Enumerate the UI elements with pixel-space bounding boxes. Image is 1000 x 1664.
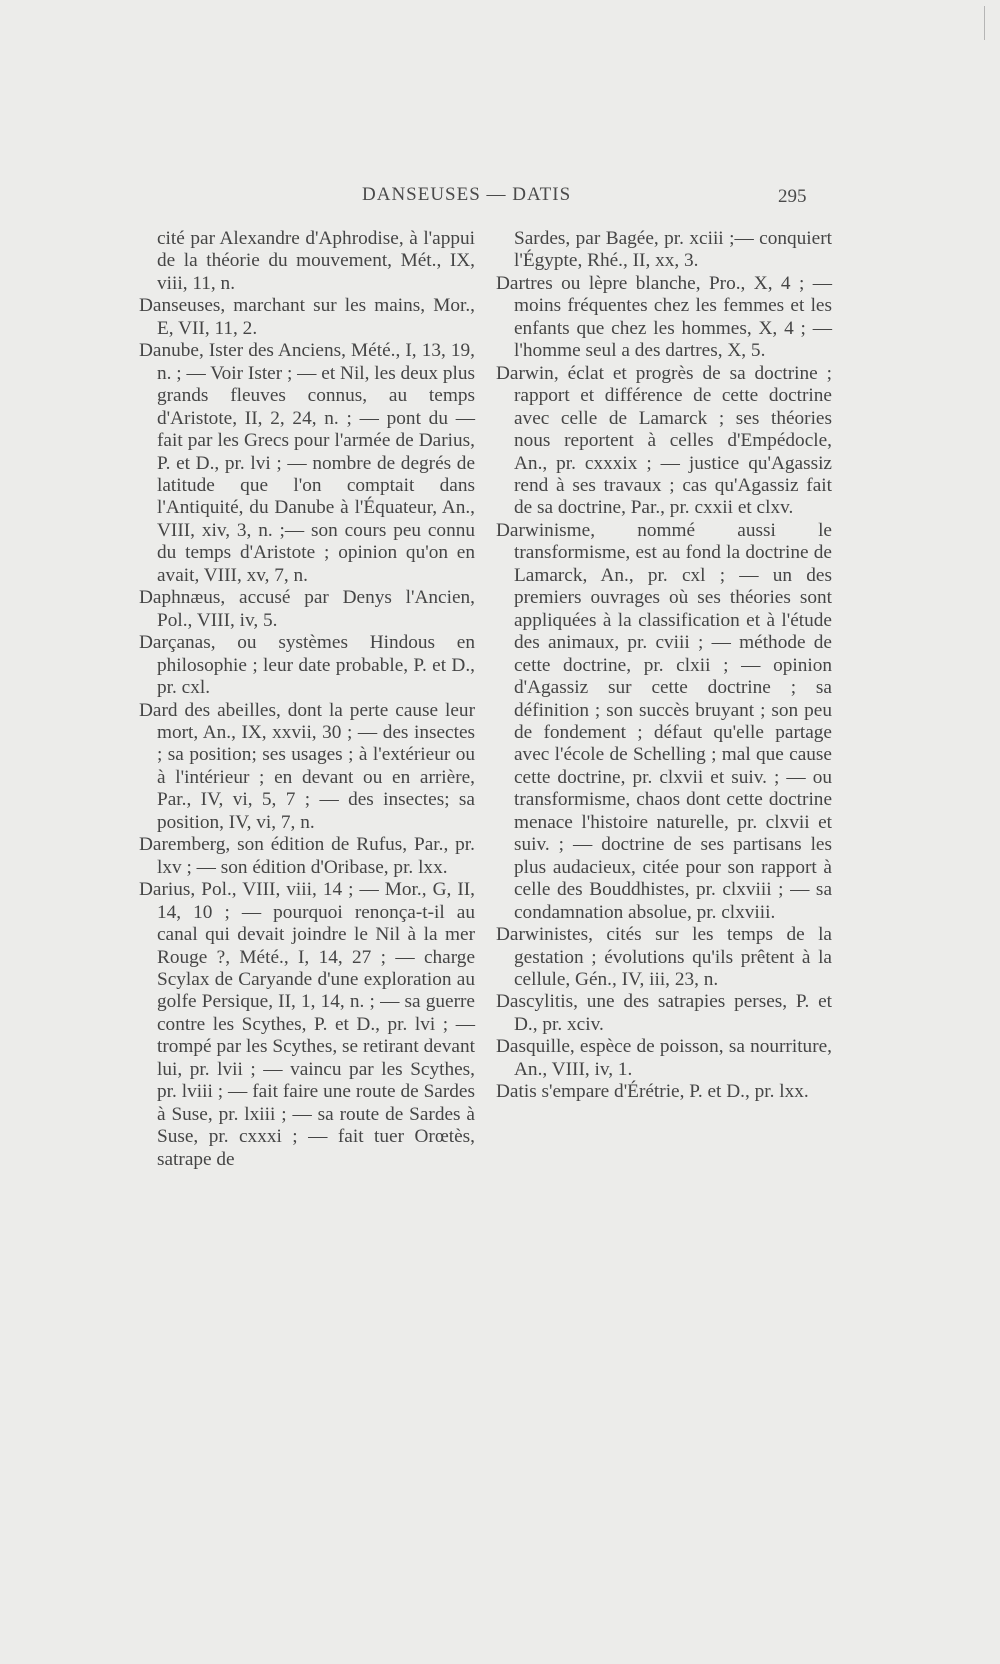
index-entry: Datis s'empare d'Érétrie, P. et D., pr. lxx.: [496, 1081, 809, 1103]
page-number: 295: [778, 186, 807, 207]
index-entry: Sardes, par Bagée, pr. xciii ;— conquiert l'Égypte, Rhé., II, xx, 3.: [514, 228, 832, 272]
left-column: [139, 228, 475, 1171]
index-entry: Darwinistes, cités sur les temps de la gestation ; évolutions qu'ils prêtent à la cellule, Gén., IV, iii, 23, n.: [496, 924, 832, 990]
index-entry: Danseuses, marchant sur les mains, Mor., E, VII, 11, 2.: [139, 295, 475, 339]
running-title: DANSEUSES — DATIS: [362, 184, 572, 205]
index-entry: Daremberg, son édition de Rufus, Par., pr. lxv ; — son édition d'Oribase, pr. lxx.: [139, 834, 475, 878]
index-entry: Darius, Pol., VIII, viii, 14 ; — Mor., G, II, 14, 10 ; — pourquoi renonça-t-il au canal qui devait joindre le Nil à la mer Rouge ?, Mété., I, 14, 27 ; — charge Scylax de Caryande d'une exploration au golfe Persique, II, 1, 14, n. ; — sa guerre contre les Scythes, P. et D., pr. lvi ; — trompé par les Scythes, se retirant devant lui, pr. lvii ; — vaincu par les Scythes, pr. lviii ; — fait faire une route de Sardes à Suse, pr. lxiii ; — sa route de Sardes à Suse, pr. cxxxi ; — fait tuer Orœtès, satrape de: [139, 879, 475, 1170]
index-entry: Danube, Ister des Anciens, Mété., I, 13, 19, n. ; — Voir Ister ; — et Nil, les deux plus grands fleuves connus, au temps d'Aristote, II, 2, 24, n. ; — pont du — fait par les Grecs pour l'armée de Darius, P. et D., pr. lvi ; — nombre de degrés de latitude que l'on comptait dans l'Antiquité, du Danube à l'Équateur, An., VIII, xiv, 3, n. ;— son cours peu connu du temps d'Aristote ; opinion qu'on en avait, VIII, xv, 7, n.: [139, 340, 475, 586]
right-column: [496, 228, 832, 1104]
index-entry: cité par Alexandre d'Aphrodise, à l'appui de la théorie du mouvement, Mét., IX, viii, 11, n.: [157, 228, 475, 294]
page-header: [0, 184, 1000, 214]
index-entry: Darwin, éclat et progrès de sa doctrine ; rapport et différence de cette doctrine avec celle de Lamarck ; ses théories nous reportent à celles d'Empédocle, An., pr. cxxxix ; — justice qu'Agassiz rend à ses travaux ; cas qu'Agassiz fait de sa doctrine, Par., pr. cxxii et clxv.: [496, 362, 832, 519]
index-entry: Dard des abeilles, dont la perte cause leur mort, An., IX, xxvii, 30 ; — des insectes ; sa position; ses usages ; à l'extérieur ou à l'intérieur ; en devant ou en arrière, Par., IV, vi, 5, 7 ; — des insectes; sa position, IV, vi, 7, n.: [139, 699, 475, 833]
margin-mark: [984, 6, 987, 40]
index-entry: Daphnæus, accusé par Denys l'Ancien, Pol., VIII, iv, 5.: [139, 587, 475, 631]
index-entry: Dascylitis, une des satrapies perses, P. et D., pr. xciv.: [496, 991, 832, 1035]
index-entry: Dasquille, espèce de poisson, sa nourriture, An., VIII, iv, 1.: [496, 1036, 832, 1080]
index-entry: Darwinisme, nommé aussi le transformisme, est au fond la doctrine de Lamarck, An., pr. cxl ; — un des premiers ouvrages où ses théories sont appliquées à la classification et à l'étude des animaux, pr. cviii ; — méthode de cette doctrine, pr. clxii ; — opinion d'Agassiz sur cette doctrine ; sa définition ; son succès bruyant ; son peu de fondement ; défaut qu'elle partage avec l'école de Schelling ; mal que cause cette doctrine, pr. clxvii et suiv. ; — ou transformisme, chaos dont cette doctrine menace l'histoire naturelle, pr. clxvii et suiv. ; — doctrine de ses partisans les plus audacieux, citée pour son rapport à celle des Bouddhistes, pr. clxviii ; — sa condamnation absolue, pr. clxviii.: [496, 519, 832, 923]
index-entry: Dartres ou lèpre blanche, Pro., X, 4 ; — moins fréquentes chez les femmes et les enfants que chez les hommes, X, 4 ; — l'homme seul a des dartres, X, 5.: [496, 272, 832, 362]
index-entry: Darçanas, ou systèmes Hindous en philosophie ; leur date probable, P. et D., pr. cxl.: [139, 632, 475, 699]
